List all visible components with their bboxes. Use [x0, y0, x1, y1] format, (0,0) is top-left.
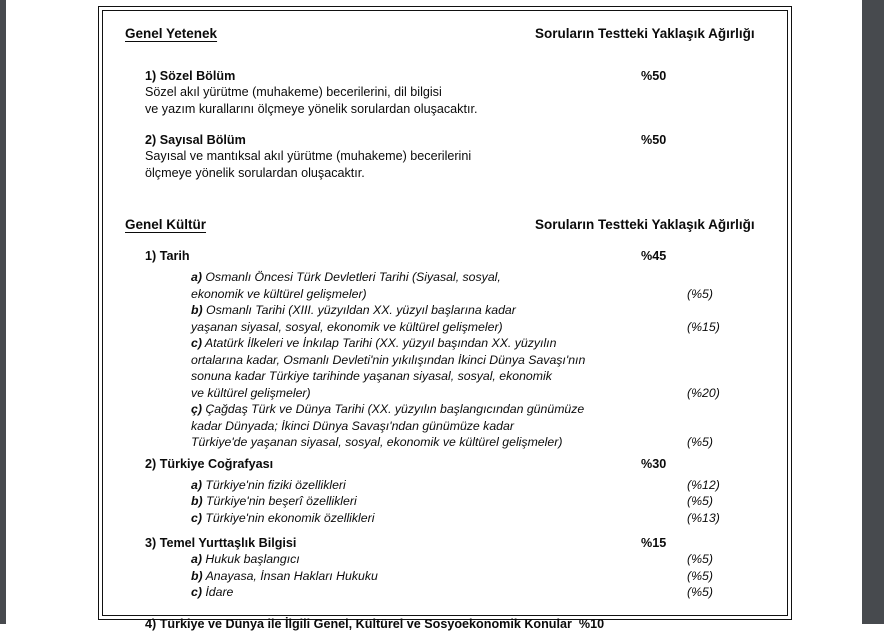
item-title: 1) Tarih	[145, 249, 190, 263]
subitem-text: Osmanlı Öncesi Türk Devletleri Tarihi (Siyasal, sosyal,	[205, 270, 501, 284]
viewer-right-edge-band	[862, 0, 884, 624]
item-weight: %30	[641, 456, 667, 471]
subitem-tarih-a	[191, 269, 773, 302]
section-heading-genel-kultur	[125, 216, 773, 233]
spacer	[125, 42, 773, 68]
subitem-marker: b)	[191, 568, 203, 583]
subitem-marker: b)	[191, 303, 203, 317]
subitem-cografya-a	[191, 477, 773, 494]
subitem-text: ekonomik ve kültürel gelişmeler)	[191, 286, 367, 301]
weight-column-header: Soruların Testteki Yaklaşık Ağırlığı	[535, 217, 755, 232]
item-title: 4) Türkiye ve Dünya ile İlgili Genel, Kültürel ve Sosyoekonomik Konular	[145, 616, 572, 631]
item-turkiye-dunya-genel-konular	[145, 616, 773, 632]
subitem-text: yaşanan siyasal, sosyal, ekonomik ve kültürel gelişmeler)	[191, 319, 503, 334]
subitem-marker: c)	[191, 510, 202, 525]
subitem-text: Türkiye'nin beşerî özellikleri	[206, 494, 357, 508]
subitem-text: Çağdaş Türk ve Dünya Tarihi (XX. yüzyılın başlangıcından günümüze	[205, 402, 585, 416]
item-body-line: ve yazım kurallarını ölçmeye yönelik sorulardan oluşacaktır.	[145, 101, 478, 116]
subitem-weight: (%5)	[687, 568, 713, 583]
item-tarih	[145, 248, 773, 264]
subitem-weight: (%5)	[687, 552, 713, 566]
item-body-line: Sözel akıl yürütme (muhakeme) becerilerini, dil bilgisi	[145, 85, 442, 99]
weight-column-header: Soruların Testteki Yaklaşık Ağırlığı	[535, 26, 755, 41]
section-title: Genel Yetenek	[125, 26, 218, 41]
subitem-weight: (%12)	[687, 477, 720, 492]
item-title: 2) Türkiye Coğrafyası	[145, 456, 274, 471]
subitem-yurttaslik-c	[191, 584, 773, 601]
spacer	[125, 233, 773, 248]
subitem-yurttaslik-a	[191, 551, 773, 568]
item-title: 1) Sözel Bölüm	[145, 69, 236, 83]
subitem-tarih-b	[191, 302, 773, 335]
subitem-text: Atatürk İlkeleri ve İnkılap Tarihi (XX. yüzyıl başından XX. yüzyılın	[204, 336, 557, 350]
document-page	[98, 6, 792, 631]
item-weight: %50	[641, 69, 667, 83]
subitem-weight: (%5)	[687, 286, 713, 301]
item-weight: %10	[578, 616, 605, 631]
subitem-text: Türkiye'nin fiziki özellikleri	[205, 477, 346, 492]
item-weight: %45	[641, 249, 667, 263]
subitem-marker: c)	[191, 336, 202, 350]
item-weight: %50	[641, 133, 667, 147]
spacer	[125, 181, 773, 207]
page-inner-border	[102, 10, 788, 631]
subitem-weight: (%5)	[687, 494, 713, 508]
subitem-cografya-c	[191, 510, 773, 527]
subitem-marker: a)	[191, 552, 202, 566]
subitem-text: sonuna kadar Türkiye tarihinde yaşanan siyasal, sosyal, ekonomik	[191, 369, 552, 383]
subitem-tarih-c	[191, 335, 773, 401]
item-temel-yurttaslik-bilgisi	[145, 535, 773, 551]
subitem-text: Hukuk başlangıcı	[205, 552, 300, 566]
subitem-marker: b)	[191, 494, 203, 508]
item-weight: %15	[641, 536, 667, 550]
item-title: 2) Sayısal Bölüm	[145, 133, 246, 147]
spacer	[125, 207, 773, 216]
subitem-weight: (%20)	[687, 385, 720, 400]
subitem-text: ve kültürel gelişmeler)	[191, 385, 311, 400]
subitem-weight: (%5)	[687, 435, 713, 449]
spacer	[125, 117, 773, 132]
subitem-marker: a)	[191, 270, 202, 284]
item-sozel-bolum	[145, 68, 773, 84]
item-title: 3) Temel Yurttaşlık Bilgisi	[145, 536, 297, 550]
subitem-text: kadar Dünyada; İkinci Dünya Savaşı'ndan günümüze kadar	[191, 418, 514, 433]
viewer-left-edge-band	[0, 0, 6, 624]
spacer	[125, 526, 773, 535]
item-sayisal-bolum	[145, 132, 773, 148]
spacer	[125, 601, 773, 616]
section-title: Genel Kültür	[125, 217, 207, 232]
subitem-text: İdare	[205, 585, 234, 599]
subitem-yurttaslik-b	[191, 568, 773, 585]
subitem-tarih-c-cedilla	[191, 401, 773, 451]
subitem-cografya-b	[191, 493, 773, 510]
subitem-text: Türkiye'nin ekonomik özellikleri	[205, 510, 375, 525]
document-content	[103, 11, 787, 631]
subitem-marker: c)	[191, 585, 202, 599]
item-body-line: Sayısal ve mantıksal akıl yürütme (muhakeme) becerilerini	[145, 149, 472, 163]
subitem-weight: (%13)	[687, 510, 720, 525]
section-heading-genel-yetenek	[125, 25, 773, 42]
item-turkiye-cografyasi	[145, 456, 773, 472]
subitem-marker: a)	[191, 477, 202, 492]
subitem-weight: (%15)	[687, 319, 720, 334]
subitem-text: Anayasa, İnsan Hakları Hukuku	[205, 568, 378, 583]
subitem-text: Türkiye'de yaşanan siyasal, sosyal, ekonomik ve kültürel gelişmeler)	[191, 435, 563, 449]
subitem-text: ortalarına kadar, Osmanlı Devleti'nin yıkılışından İkinci Dünya Savaşı'nın	[191, 352, 586, 367]
subitem-weight: (%5)	[687, 585, 713, 599]
subitem-marker: ç)	[191, 402, 202, 416]
subitem-text: Osmanlı Tarihi (XIII. yüzyıldan XX. yüzyıl başlarına kadar	[206, 303, 516, 317]
item-body-line: ölçmeye yönelik sorulardan oluşacaktır.	[145, 165, 365, 180]
